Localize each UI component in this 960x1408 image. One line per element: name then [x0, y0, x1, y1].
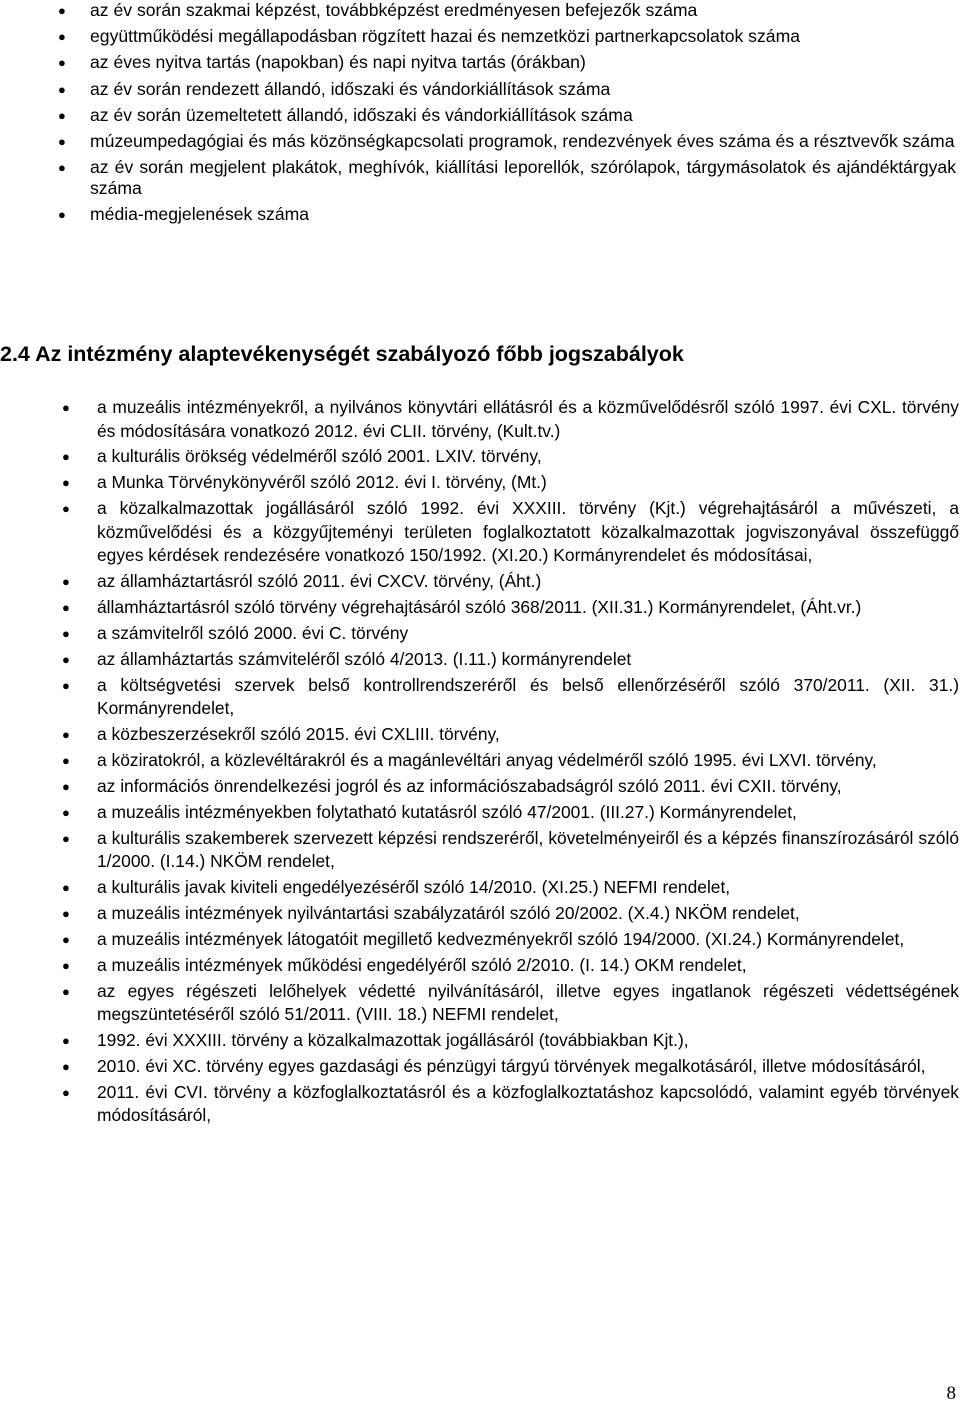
list-item — [62, 954, 959, 978]
list-item-text: a muzeális intézményekben folytatható kutatásról szóló 47/2001. (III.27.) Kormányrendelet, — [97, 801, 797, 822]
list-item — [62, 596, 959, 620]
list-item-text: a muzeális intézmények látogatóit megillető kedvezményekről szóló 194/2000. (XI.24.) Kormányrendelet, — [97, 928, 905, 949]
bullet-icon: ● — [58, 133, 66, 149]
bullet-icon: ● — [62, 599, 70, 615]
list-item — [62, 570, 959, 594]
list-item — [62, 1029, 959, 1053]
list-item-text: a muzeális intézmények működési engedélyéről szóló 2/2010. (I. 14.) OKM rendelet, — [97, 954, 747, 975]
list-item — [62, 723, 959, 747]
list-item-text: az év során üzemeltetett állandó, időszaki és vándorkiállítások száma — [90, 104, 633, 125]
list-item — [62, 902, 959, 926]
bullet-icon: ● — [62, 879, 70, 895]
bullet-icon: ● — [62, 830, 70, 846]
bullet-icon: ● — [62, 983, 70, 999]
list-item — [62, 749, 959, 773]
bullet-icon: ● — [62, 1084, 70, 1100]
list-item-text: együttműködési megállapodásban rögzített hazai és nemzetközi partnerkapcsolatok száma — [90, 26, 801, 47]
bullet-icon: ● — [62, 677, 70, 693]
list-item — [56, 52, 956, 73]
list-item-text: az egyes régészeti lelőhelyek védetté nyilvánításáról, illetve egyes ingatlanok régészeti védettségének megszüntetéséről szóló 51/2011. (VIII. 18.) NEFMI rendelet, — [97, 980, 959, 1025]
list-item — [62, 801, 959, 825]
list-item — [56, 0, 956, 21]
list-item-text: 2011. évi CVI. törvény a közfoglalkoztatásról és a közfoglalkoztatáshoz kapcsolódó, valamint egyéb törvények módosításáról, — [97, 1081, 959, 1126]
list-item — [62, 1055, 959, 1079]
list-item-text: az információs önrendelkezési jogról és az információszabadságról szóló 2011. évi CXII. törvény, — [97, 775, 842, 796]
list-item — [62, 1081, 959, 1128]
bullet-icon: ● — [62, 625, 70, 641]
list-item-text: a kulturális örökség védelméről szóló 2001. LXIV. törvény, — [97, 446, 542, 467]
list-item — [56, 79, 956, 100]
list-item — [56, 26, 956, 47]
law-list — [62, 396, 959, 1130]
list-item-text: 1992. évi XXXIII. törvény a közalkalmazottak jogállásáról (továbbiakban Kjt.), — [97, 1029, 689, 1050]
list-item-text: a muzeális intézmények nyilvántartási szabályzatáról szóló 20/2002. (X.4.) NKÖM rendelet, — [97, 902, 800, 923]
list-item — [62, 622, 959, 646]
list-item — [62, 928, 959, 952]
bullet-icon: ● — [62, 752, 70, 768]
list-item-text: a közbeszerzésekről szóló 2015. évi CXLIII. törvény, — [97, 724, 500, 745]
list-item — [62, 980, 959, 1027]
indicator-list — [56, 0, 956, 231]
list-item — [62, 827, 959, 874]
bullet-icon: ● — [62, 449, 70, 465]
list-item — [56, 204, 956, 225]
bullet-icon: ● — [58, 29, 66, 45]
list-item-text: az év során rendezett állandó, időszaki és vándorkiállítások száma — [90, 78, 611, 99]
list-item — [56, 131, 956, 152]
bullet-icon: ● — [58, 3, 66, 18]
list-item-text: a számvitelről szóló 2000. évi C. törvény — [97, 622, 409, 643]
page-number: 8 — [946, 1383, 956, 1404]
list-item — [62, 471, 959, 495]
section-heading: 2.4 Az intézmény alaptevékenységét szabályozó főbb jogszabályok — [0, 342, 684, 366]
list-item — [62, 648, 959, 672]
bullet-icon: ● — [62, 905, 70, 921]
bullet-icon: ● — [58, 81, 66, 97]
list-item — [62, 876, 959, 900]
bullet-icon: ● — [58, 55, 66, 71]
list-item-text: az éves nyitva tartás (napokban) és napi nyitva tartás (órákban) — [90, 52, 586, 73]
list-item-text: a közalkalmazottak jogállásáról szóló 1992. évi XXXIII. törvény (Kjt.) végrehajtásáról a művészeti, a közművelődési és a közgyűjteményi területen foglalkoztatott közalkalmazottak jogviszonyával összefüggő egyes kérdések rendezésére vonatkozó 150/1992. (XI.20.) Kormányrendelet és módosításai, — [97, 498, 959, 566]
list-item-text: a köziratokról, a közlevéltárakról és a magánlevéltári anyag védelméről szóló 1995. évi LXVI. törvény, — [97, 749, 877, 770]
list-item-text: média-megjelenések száma — [90, 204, 310, 225]
list-item — [56, 105, 956, 126]
list-item — [62, 674, 959, 721]
list-item-text: a kulturális javak kiviteli engedélyezéséről szóló 14/2010. (XI.25.) NEFMI rendelet, — [97, 876, 731, 897]
list-item — [56, 157, 956, 199]
bullet-icon: ● — [62, 475, 70, 491]
list-item-text: a Munka Törvénykönyvéről szóló 2012. évi I. törvény, (Mt.) — [97, 472, 547, 493]
bullet-icon: ● — [62, 804, 70, 820]
list-item-text: a kulturális szakemberek szervezett képzési rendszeréről, követelményeiről és a képzés finanszírozásáról szóló 1/2000. (I.14.) NKÖM rendelet, — [97, 827, 959, 872]
list-item — [62, 445, 959, 469]
bullet-icon: ● — [62, 574, 70, 590]
list-item-text: az államháztartásról szóló 2011. évi CXCV. törvény, (Áht.) — [97, 571, 542, 592]
list-item — [62, 396, 959, 443]
list-item-text: múzeumpedagógiai és más közönségkapcsolati programok, rendezvények éves száma és a résztvevők száma — [90, 130, 955, 151]
bullet-icon: ● — [62, 501, 70, 517]
bullet-icon: ● — [62, 651, 70, 667]
list-item-text: államháztartásról szóló törvény végrehajtásáról szóló 368/2011. (XII.31.) Kormányrendelet, (Áht.vr.) — [97, 596, 862, 617]
list-item-text: a muzeális intézményekről, a nyilvános könyvtári ellátásról és a közművelődésről szóló 1997. évi CXL. törvény és módosítására vonatkozó 2012. évi CLII. törvény, (Kult.tv.) — [97, 397, 959, 441]
list-item — [62, 775, 959, 799]
bullet-icon: ● — [62, 1032, 70, 1048]
bullet-icon: ● — [62, 931, 70, 947]
bullet-icon: ● — [58, 207, 66, 223]
bullet-icon: ● — [62, 1058, 70, 1074]
list-item-text: az év során megjelent plakátok, meghívók, kiállítási leporellók, szórólapok, tárgymásolatok és ajándéktárgyak száma — [90, 157, 956, 199]
bullet-icon: ● — [58, 107, 66, 123]
list-item-text: az év során szakmai képzést, továbbképzést eredményesen befejezők száma — [90, 0, 698, 20]
list-item — [62, 497, 959, 568]
list-item-text: 2010. évi XC. törvény egyes gazdasági és pénzügyi tárgyú törvények megalkotásáról, illetve módosításáról, — [97, 1055, 926, 1076]
bullet-icon: ● — [62, 727, 70, 743]
list-item-text: a költségvetési szervek belső kontrollrendszeréről és belső ellenőrzéséről szóló 370/2011. (XII. 31.) Kormányrendelet, — [97, 674, 959, 719]
bullet-icon: ● — [58, 160, 66, 176]
bullet-icon: ● — [62, 400, 70, 415]
bullet-icon: ● — [62, 957, 70, 973]
list-item-text: az államháztartás számviteléről szóló 4/2013. (I.11.) kormányrendelet — [97, 648, 632, 669]
bullet-icon: ● — [62, 778, 70, 794]
